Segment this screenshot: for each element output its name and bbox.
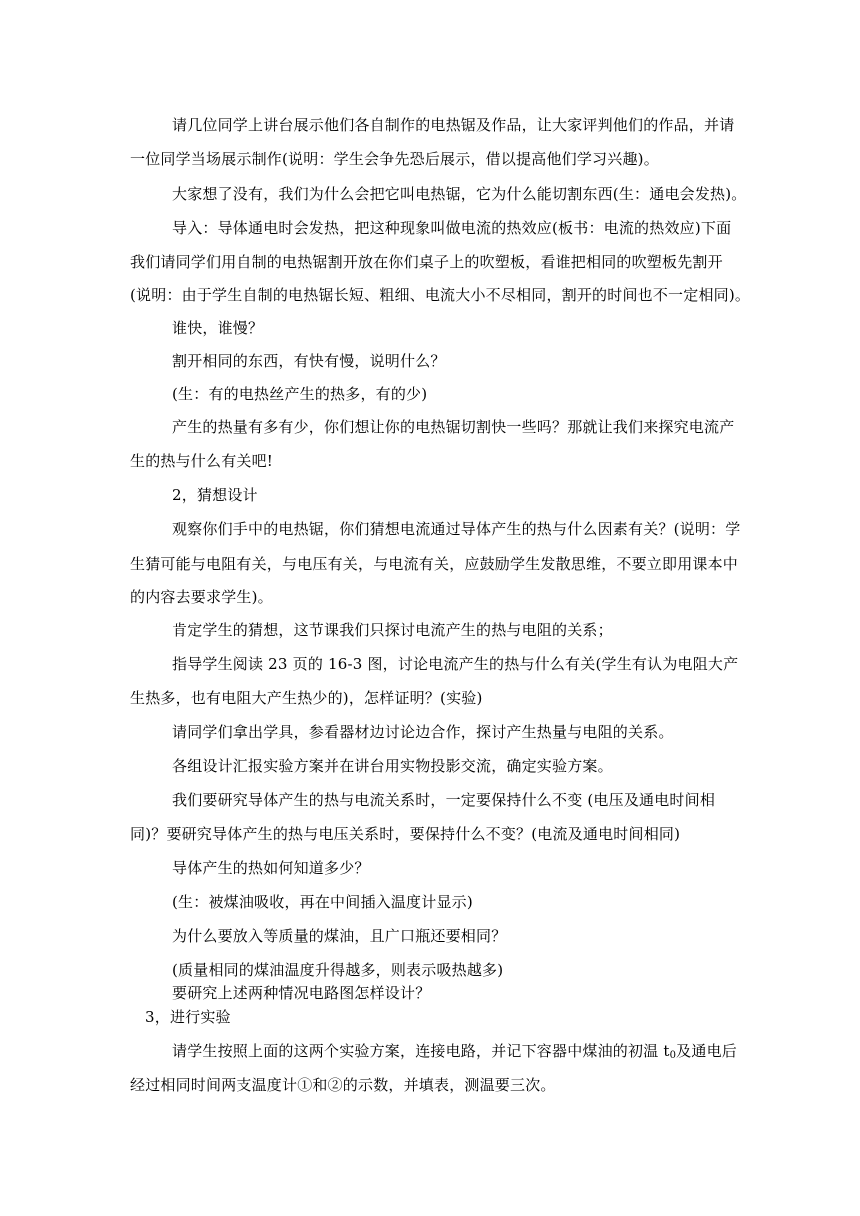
paragraph-line: 大家想了没有，我们为什么会把它叫电热锯，它为什么能切割东西(生：通电会发热)。 — [172, 185, 747, 203]
paragraph-line: 生猜可能与电阻有关，与电压有关，与电流有关，应鼓励学生发散思维，不要立即用课本中 — [130, 555, 739, 573]
paragraph-line: 肯定学生的猜想，这节课我们只探讨电流产生的热与电阻的关系； — [172, 621, 613, 639]
section-heading: 2，猜想设计 — [172, 486, 258, 504]
paragraph-line: 一位同学当场展示制作(说明：学生会争先恐后展示，借以提高他们学习兴趣)。 — [130, 150, 659, 168]
paragraph-line — [172, 1041, 737, 1066]
paragraph-line: 的内容去要求学生)。 — [130, 588, 273, 606]
paragraph-line: 我们要研究导体产生的热与电流关系时，一定要保持什么不变 (电压及通电时间相 — [172, 791, 716, 809]
section-heading: 3，进行实验 — [145, 1008, 231, 1026]
paragraph-line: 我们请同学们用自制的电热锯割开放在你们桌子上的吹塑板，看谁把相同的吹塑板先割开 — [130, 253, 723, 271]
paragraph-line: 同)？要研究导体产生的热与电压关系时，要保持什么不变？(电流及通电时间相同) — [130, 825, 681, 843]
paragraph-line: 导体产生的热如何知道多少？ — [172, 859, 370, 877]
paragraph-line: (生：被煤油吸收，再在中间插入温度计显示) — [172, 893, 473, 911]
paragraph-text: 及通电后 — [676, 1042, 737, 1060]
paragraph-line: 生热多，也有电阻大产生热少的)，怎样证明？(实验) — [130, 689, 483, 707]
paragraph-line: 谁快，谁慢？ — [172, 319, 264, 337]
paragraph-line: 观察你们手中的电热锯，你们猜想电流通过导体产生的热与什么因素有关？(说明：学 — [172, 520, 741, 538]
paragraph-line: 生的热与什么有关吧! — [130, 452, 274, 470]
paragraph-line: 割开相同的东西，有快有慢，说明什么？ — [172, 352, 446, 370]
paragraph-line: 为什么要放入等质量的煤油，且广口瓶还要相同？ — [172, 927, 507, 945]
paragraph-line: (质量相同的煤油温度升得越多，则表示吸热越多) — [172, 961, 504, 979]
paragraph-line: 指导学生阅读 23 页的 16-3 图，讨论电流产生的热与什么有关(学生有认为电阻大产 — [172, 655, 739, 673]
paragraph-line: (说明：由于学生自制的电热锯长短、粗细、电流大小不尽相同，割开的时间也不一定相同)。 — [130, 286, 751, 304]
paragraph-line: 要研究上述两种情况电路图怎样设计？ — [172, 984, 431, 1002]
paragraph-line: 请几位同学上讲台展示他们各自制作的电热锯及作品，让大家评判他们的作品，并请 — [172, 116, 735, 134]
paragraph-text: 请学生按照上面的这两个实验方案，连接电路，并记下容器中煤油的初温 t — [172, 1042, 670, 1060]
paragraph-line: 产生的热量有多有少，你们想让你的电热锯切割快一些吗？那就让我们来探究电流产 — [172, 418, 735, 436]
subscript-text: 0 — [669, 1050, 677, 1061]
paragraph-line: 导入：导体通电时会发热，把这种现象叫做电流的热效应(板书：电流的热效应)下面 — [172, 219, 732, 237]
paragraph-line: 各组设计汇报实验方案并在讲台用实物投影交流，确定实验方案。 — [172, 757, 613, 775]
paragraph-line: 经过相同时间两支温度计①和②的示数，并填表，测温要三次。 — [130, 1076, 556, 1094]
paragraph-line: (生：有的电热丝产生的热多，有的少) — [172, 385, 428, 403]
paragraph-line: 请同学们拿出学具，参看器材边讨论边合作，探讨产生热量与电阻的关系。 — [172, 723, 674, 741]
